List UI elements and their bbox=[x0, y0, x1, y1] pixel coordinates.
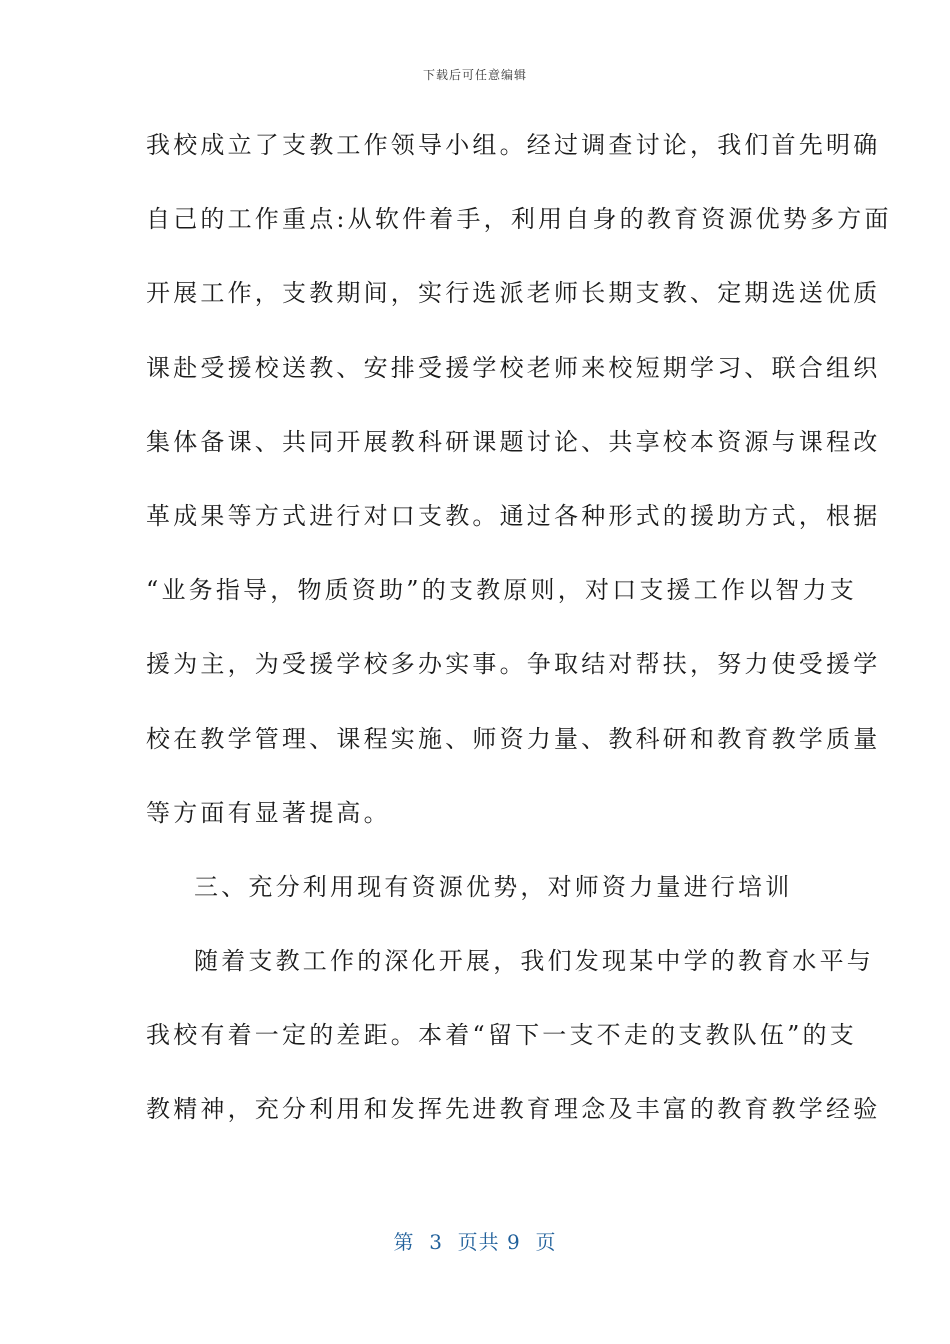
text-line: 等方面有显著提高。 bbox=[146, 798, 391, 827]
text-line: 校在教学管理、课程实施、师资力量、教科研和教育教学质量 bbox=[146, 724, 881, 753]
text-line: 革成果等方式进行对口支教。通过各种形式的援助方式，根据 bbox=[146, 501, 881, 530]
text-line: 我校有着一定的差距。本着“留下一支不走的支教队伍”的支 bbox=[146, 1021, 857, 1050]
text-line: 随着支教工作的深化开展，我们发现某中学的教育水平与 bbox=[194, 947, 874, 976]
text-line: “业务指导，物质资助”的支教原则，对口支援工作以智力支 bbox=[146, 576, 857, 605]
text-line: 课赴受援校送教、安排受援学校老师来校短期学习、联合组织 bbox=[146, 353, 881, 382]
page-number: 第 3 页共 9 页 bbox=[393, 1230, 557, 1254]
text-line: 开展工作，支教期间，实行选派老师长期支教、定期选送优质 bbox=[146, 279, 881, 308]
section-heading: 三、充分利用现有资源优势，对师资力量进行培训 bbox=[194, 872, 793, 901]
text-line: 我校成立了支教工作领导小组。经过调查讨论，我们首先明确 bbox=[146, 131, 881, 159]
text-line: 教精神，充分利用和发挥先进教育理念及丰富的教育教学经验 bbox=[146, 1095, 881, 1124]
text-line: 援为主，为受援学校多办实事。争取结对帮扶，努力使受援学 bbox=[146, 650, 881, 679]
text-line: 自己的工作重点:从软件着手，利用自身的教育资源优势多方面 bbox=[146, 205, 892, 234]
text-line: 集体备课、共同开展教科研课题讨论、共享校本资源与课程改 bbox=[146, 427, 881, 456]
document-body bbox=[146, 122, 892, 1161]
header-note: 下载后可任意编辑 bbox=[422, 68, 527, 82]
